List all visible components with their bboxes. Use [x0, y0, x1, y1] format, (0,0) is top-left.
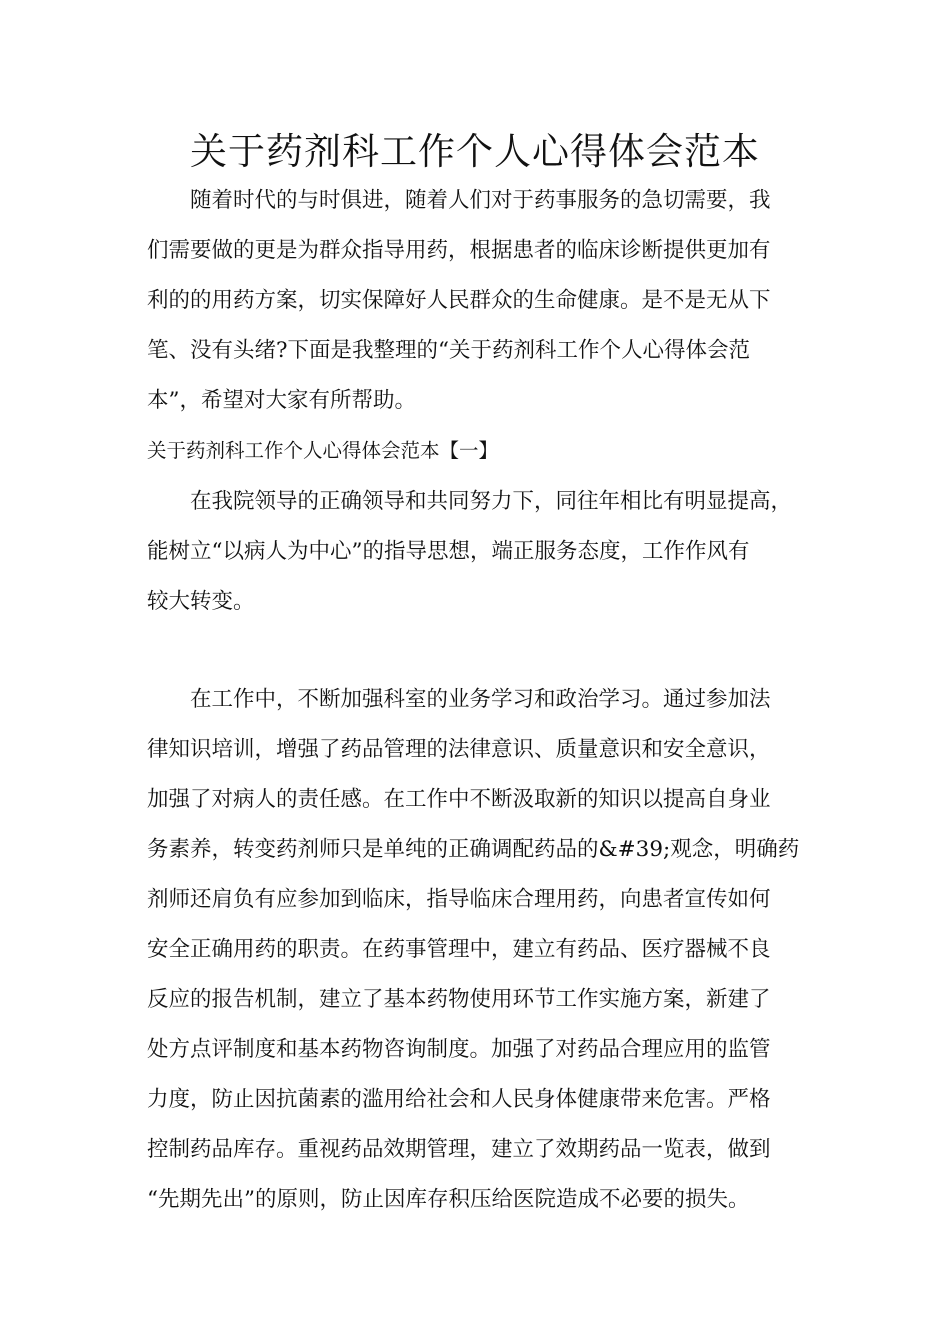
document-title: 关于药剂科工作个人心得体会范本 [190, 130, 760, 173]
para2-line-7: 反应的报告机制，建立了基本药物使用环节工作实施方案，新建了 [147, 987, 771, 1012]
para2-line-8: 处方点评制度和基本药物咨询制度。加强了对药品合理应用的监管 [147, 1037, 771, 1062]
para1-line-3: 较大转变。 [147, 589, 255, 614]
para2-line-9: 力度，防止因抗菌素的滥用给社会和人民身体健康带来危害。严格 [147, 1087, 771, 1112]
intro-line-2: 们需要做的更是为群众指导用药，根据患者的临床诊断提供更加有 [147, 238, 771, 263]
section-heading: 关于药剂科工作个人心得体会范本【一】 [147, 439, 499, 462]
para1-line-2: 能树立“以病人为中心”的指导思想，端正服务态度，工作作风有 [147, 539, 750, 564]
intro-line-4: 笔、没有头绪?下面是我整理的“关于药剂科工作个人心得体会范 [147, 338, 751, 363]
para1-line-1: 在我院领导的正确领导和共同努力下，同往年相比有明显提高， [190, 489, 793, 514]
para2-line-6: 安全正确用药的职责。在药事管理中，建立有药品、医疗器械不良 [147, 937, 771, 962]
para2-line-4: 务素养，转变药剂师只是单纯的正确调配药品的&#39;观念，明确药 [147, 837, 800, 862]
para2-line-11: “先期先出”的原则，防止因库存积压给医院造成不必要的损失。 [147, 1187, 750, 1212]
para2-line-1: 在工作中，不断加强科室的业务学习和政治学习。通过参加法 [190, 687, 771, 712]
para2-line-5: 剂师还肩负有应参加到临床，指导临床合理用药，向患者宣传如何 [147, 887, 771, 912]
intro-line-1: 随着时代的与时俱进，随着人们对于药事服务的急切需要，我 [190, 188, 771, 213]
para2-line-10: 控制药品库存。重视药品效期管理，建立了效期药品一览表，做到 [147, 1137, 771, 1162]
intro-line-3: 利的的用药方案，切实保障好人民群众的生命健康。是不是无从下 [147, 288, 771, 313]
para2-line-2: 律知识培训，增强了药品管理的法律意识、质量意识和安全意识， [147, 737, 771, 762]
intro-line-5: 本”，希望对大家有所帮助。 [147, 388, 416, 413]
para2-line-3: 加强了对病人的责任感。在工作中不断汲取新的知识以提高自身业 [147, 787, 771, 812]
